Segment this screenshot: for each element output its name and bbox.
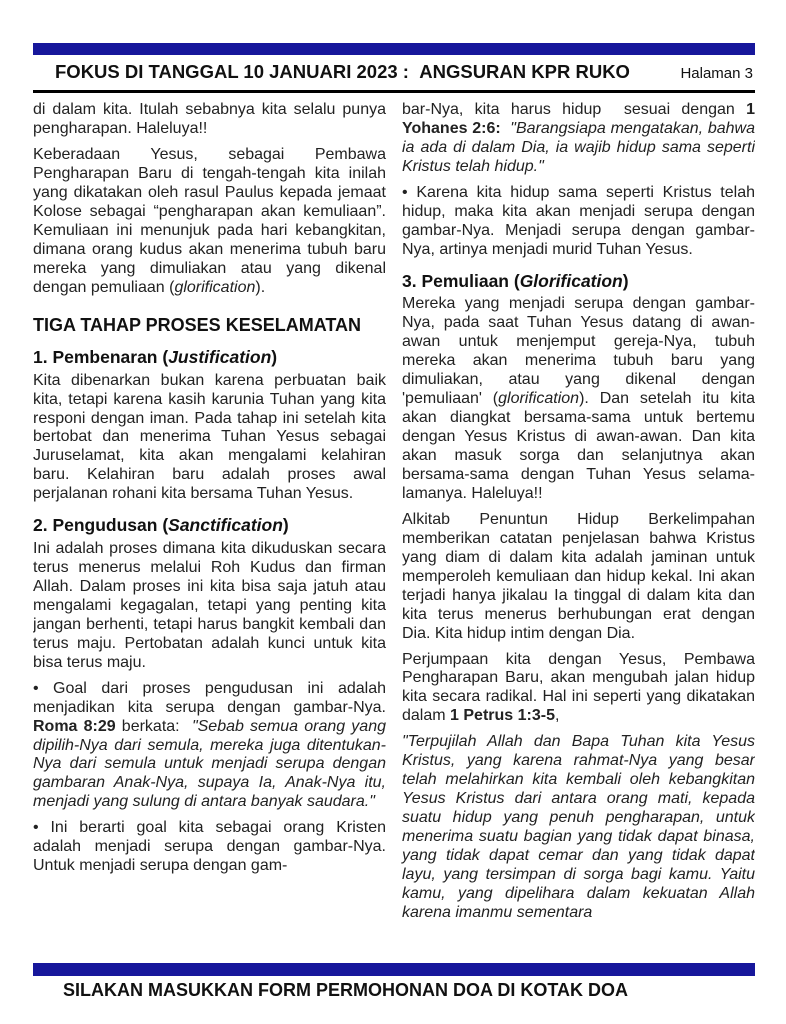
right-column bbox=[402, 101, 755, 959]
page-header bbox=[33, 43, 755, 93]
text-run: • Ini berarti goal kita sebagai orang Kristen adalah menjadi serupa dengan gambar-Nya. Untuk menjadi serupa dengan gam- bbox=[33, 819, 386, 875]
text-run: • Goal dari proses pengudusan ini adalah menjadikan kita serupa dengan gambar-Nya. bbox=[33, 679, 386, 716]
paragraph-yohanes bbox=[402, 101, 755, 177]
text-run: 3. Pemuliaan ( bbox=[402, 270, 520, 291]
text-run: Perjumpaan kita dengan Yesus, Pembawa Pengharapan Baru, akan mengubah jalan hidup kita secara radikal. Hal ini seperti yang dikatakan dalam bbox=[402, 650, 755, 725]
text-run: • Karena kita hidup sama seperti Kristus telah hidup, maka kita akan menjadi serupa dengan gambar-Nya. Menjadi serupa dengan gambar-Nya, artinya menjadi murid Tuhan Yesus. bbox=[402, 183, 755, 258]
section-heading-tiga-tahap: TIGA TAHAP PROSES KESELAMATAN bbox=[33, 314, 362, 335]
text-run: Keberadaan Yesus, sebagai Pembawa Pengharapan Baru di tengah-tengah kita inilah yang dikatakan oleh rasul Paulus kepada jemaat Kolose sebagai “pengharapan akan kemuliaan”. Kemuliaan ini menunjuk pada hari kebangkitan, dimana orang kudus akan menerima tubuh baru mereka yang dimuliakan atau yang dikenal dengan pemuliaan ( bbox=[33, 145, 386, 296]
paragraph-keberadaan-yesus bbox=[33, 146, 386, 298]
text-run: Mereka yang menjadi serupa dengan gambar-Nya, pada saat Tuhan Yesus datang di awan-awan untuk menjemput gereja-Nya, tubuh mereka akan menerima tubuh baru yang dimuliakan, atau yang dikenal dengan 'pemuliaan' ( bbox=[402, 295, 755, 408]
text-run: , bbox=[554, 707, 560, 725]
bullet-goal-kristen bbox=[33, 819, 386, 876]
paragraph-pembenaran bbox=[33, 372, 386, 505]
page-content bbox=[33, 43, 755, 959]
text-run: ) bbox=[271, 346, 278, 367]
italic-term: Justification bbox=[168, 346, 272, 367]
paragraph-alkitab-penuntun bbox=[402, 511, 755, 644]
text-run: ) bbox=[622, 270, 629, 291]
text-run: ). Dan setelah itu kita akan diangkat bersama-sama untuk bertemu dengan Yesus Kristus di awan-awan. Dan kita akan masuk sorga dan selanjutnya akan bersama-sama dengan Tuhan Yesus selama-lamanya. Haleluya!! bbox=[402, 390, 755, 502]
page-title: FOKUS DI TANGGAL 10 JANUARI 2023 : ANGSURAN KPR RUKO bbox=[55, 61, 630, 82]
article-body bbox=[33, 101, 755, 959]
subheading-pemuliaan bbox=[402, 271, 755, 292]
subheading-pembenaran bbox=[33, 347, 386, 368]
footer-accent-bar bbox=[33, 963, 755, 976]
scripture-quote: "Terpujilah Allah dan Bapa Tuhan kita Yesus Kristus, yang karena rahmat-Nya yang besar telah melahirkan kita kembali oleh kebangkitan Yesus Kristus dari antara orang mati, kepada suatu hidup yang penuh pengharapan, untuk menerima suatu bagian yang tidak dapat binasa, yang tidak dapat cemar dan yang tidak dapat layu, yang tersimpan di sorga bagi kamu. Yaitu kamu, yang dipelihara dalam kekuatan Allah karena imanmu sementara bbox=[402, 733, 755, 921]
italic-term: glorification bbox=[498, 390, 580, 408]
paragraph-pemuliaan bbox=[402, 295, 755, 503]
page-number: Halaman 3 bbox=[680, 65, 753, 82]
italic-term: Sanctification bbox=[168, 515, 283, 536]
header-accent-bar bbox=[33, 43, 755, 55]
header-row bbox=[33, 55, 755, 90]
text-run: ). bbox=[255, 278, 266, 296]
scripture-quote-petrus bbox=[402, 733, 755, 923]
text-run: Alkitab Penuntun Hidup Berkelimpahan memberikan catatan penjelasan bahwa Kristus yang diam di dalam kita adalah jaminan untuk memperoleh kemuliaan dan hidup kekal. Ini akan terjadi hanya jikalau Ia tinggal di dalam kita dan kita terus menerus berhubungan erat dengan Dia. Kita hidup intim dengan Dia. bbox=[402, 510, 755, 642]
text-run: Ini adalah proses dimana kita dikuduskan secara terus menerus melalui Roh Kudus dan firman Allah. Dalam proses ini kita bisa saja jatuh atau mengalami kegagalan, tetapi yang penting kita jangan berhenti, tetapi harus bangkit kembali dan terus maju. Pertobatan adalah kunci untuk kita bisa terus maju. bbox=[33, 540, 386, 671]
text-run: 1. Pembenaran ( bbox=[33, 346, 169, 367]
footer-announcement: SILAKAN MASUKKAN FORM PERMOHONAN DOA DI KOTAK DOA bbox=[63, 980, 628, 1000]
scripture-reference: Roma 8:29 bbox=[33, 717, 116, 735]
text-run: di dalam kita. Itulah sebabnya kita selalu punya pengharapan. Haleluya!! bbox=[33, 101, 386, 137]
paragraph-pengudusan bbox=[33, 540, 386, 673]
text-run: ) bbox=[282, 515, 289, 536]
text-run: Kita dibenarkan bukan karena perbuatan baik kita, tetapi karena kasih karunia Tuhan yang kita responi dengan iman. Pada tahap ini setelah kita bertobat dan menerima Tuhan Yesus sebagai Juruselamat, kita akan mengalami kelahiran baru. Kelahiran baru adalah proses awal perjalanan rohani kita bersama Tuhan Yesus. bbox=[33, 371, 386, 503]
bullet-karena-kita-hidup bbox=[402, 184, 755, 260]
scripture-quote: "Barangsiapa mengatakan, bahwa ia ada di dalam Dia, ia wajib hidup sama seperti Kristus telah hidup." bbox=[402, 119, 755, 175]
scripture-reference: 1 Yohanes 2:6 bbox=[402, 101, 755, 137]
text-run: 2. Pengudusan ( bbox=[33, 515, 169, 536]
header-divider bbox=[33, 90, 755, 93]
left-column bbox=[33, 101, 386, 959]
italic-term: Glorification bbox=[519, 270, 623, 291]
paragraph-intro-continuation bbox=[33, 101, 386, 139]
italic-term: glorification bbox=[174, 278, 256, 296]
paragraph-perjumpaan bbox=[402, 651, 755, 727]
scripture-reference: 1 Petrus 1:3-5 bbox=[450, 707, 555, 725]
subheading-pengudusan bbox=[33, 515, 386, 536]
text-run: bar-Nya, kita harus hidup sesuai dengan bbox=[402, 101, 747, 118]
text-run: : bbox=[495, 119, 511, 137]
text-run: berkata: bbox=[115, 717, 192, 735]
bullet-goal-pengudusan bbox=[33, 680, 386, 813]
scripture-quote: "Sebab semua orang yang dipilih-Nya dari semula, mereka juga ditentukan-Nya dari semula untuk menjadi serupa dengan gambaran Anak-Nya, supaya Ia, Anak-Nya itu, menjadi yang sulung di antara banyak saudara." bbox=[33, 717, 387, 811]
